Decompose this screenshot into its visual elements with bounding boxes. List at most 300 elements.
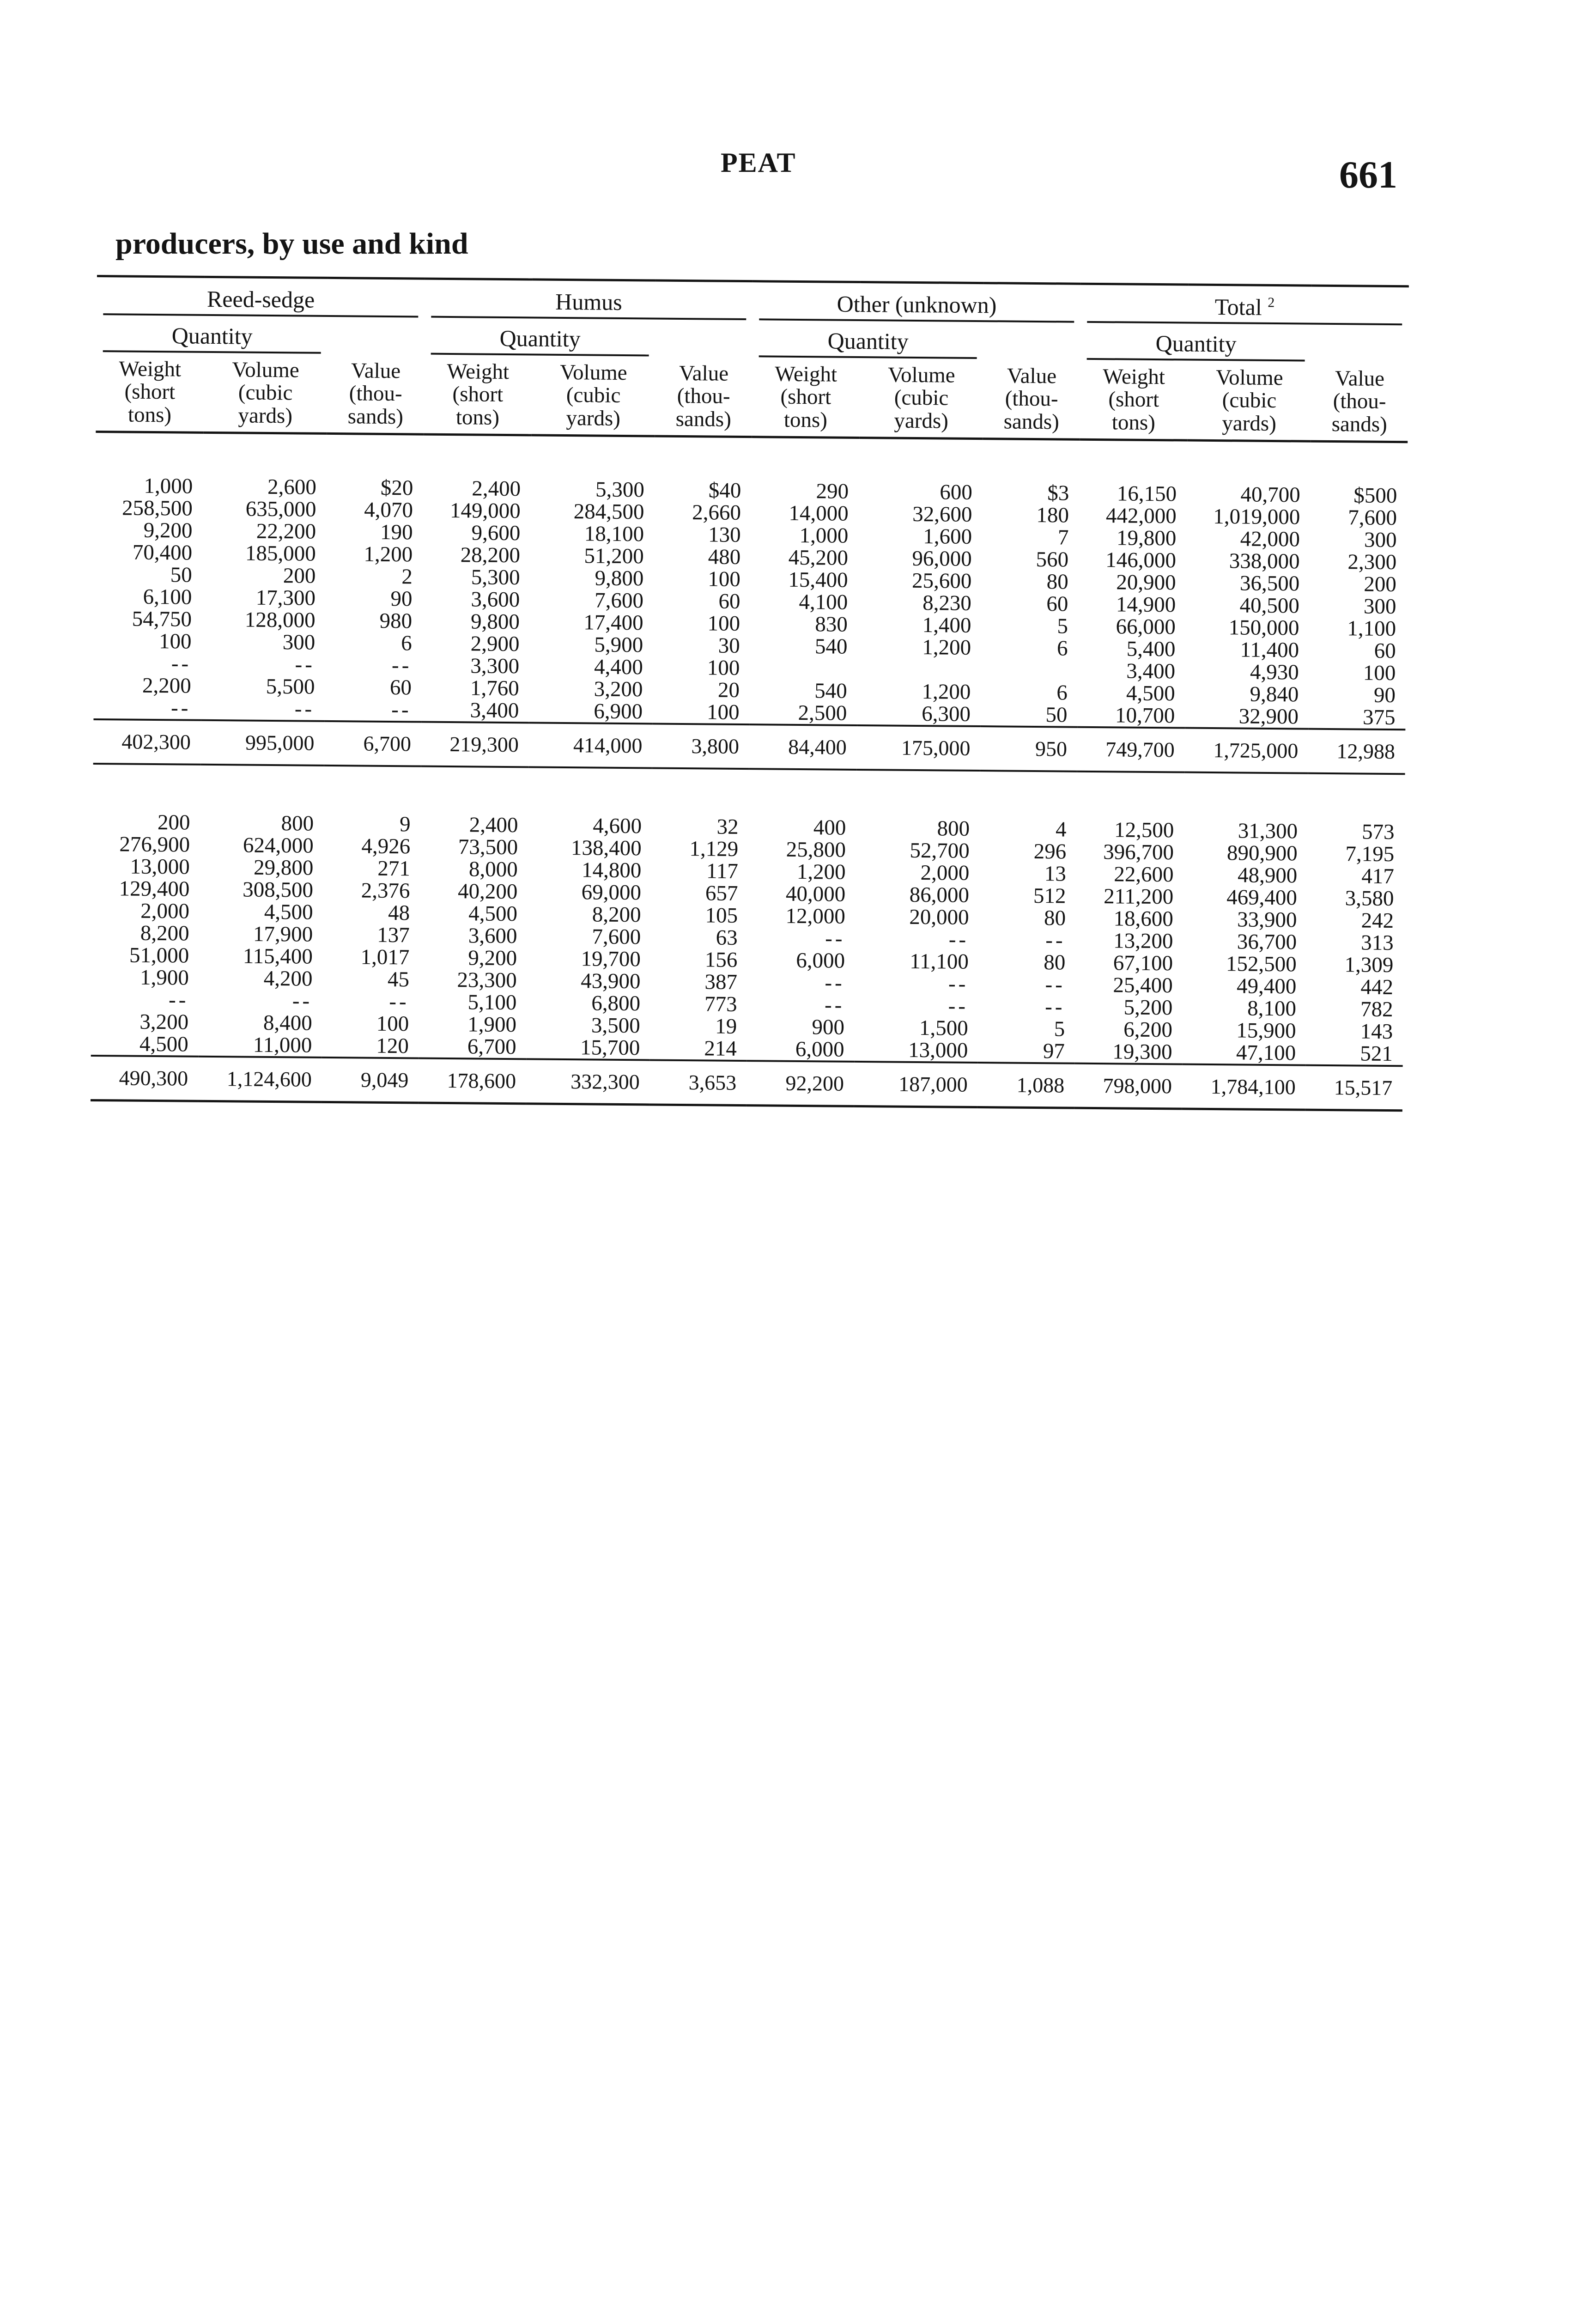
total-cell: 402,300 bbox=[93, 719, 201, 765]
table-cell: 15,700 bbox=[580, 1035, 640, 1060]
table-cell: 143 bbox=[1360, 1019, 1393, 1044]
table-cell: 19,800 bbox=[1116, 525, 1177, 550]
table-cell: 137 bbox=[377, 923, 410, 947]
table-cell: 100 bbox=[707, 655, 740, 680]
table-cell: 4 bbox=[1055, 817, 1067, 842]
table-cell: 42,000 bbox=[1240, 526, 1300, 551]
quantity-label: Quantity bbox=[425, 322, 656, 362]
table-cell: 214 bbox=[704, 1036, 737, 1061]
table-cell: 296 bbox=[1033, 839, 1067, 864]
table-cell: 1,017 bbox=[360, 945, 410, 969]
total-cell: 175,000 bbox=[856, 725, 980, 771]
total-cell: 490,300 bbox=[91, 1056, 199, 1101]
column-header-row bbox=[96, 358, 1408, 442]
table-cell: 2,900 bbox=[470, 631, 520, 656]
table-cell: 29,800 bbox=[253, 855, 314, 880]
table-cell: 560 bbox=[1036, 547, 1069, 572]
table-cell: 2,300 bbox=[1347, 549, 1397, 574]
table-cell: 800 bbox=[937, 816, 970, 841]
table-cell: 12,000 bbox=[785, 904, 846, 929]
table-cell bbox=[750, 657, 857, 680]
table-cell: 146,000 bbox=[1105, 547, 1177, 572]
table-cell: 100 bbox=[706, 699, 740, 724]
table-cell: 1,200 bbox=[922, 635, 971, 660]
table-cell: 2,600 bbox=[267, 474, 317, 499]
table-cell: 40,000 bbox=[785, 881, 846, 906]
table-cell: 284,500 bbox=[573, 499, 644, 524]
table-cell: 3,500 bbox=[591, 1013, 640, 1038]
table-cell: -- bbox=[168, 987, 189, 1012]
table-cell: 40,500 bbox=[1239, 593, 1300, 618]
table-cell: 521 bbox=[1360, 1041, 1393, 1066]
table-cell: -- bbox=[825, 970, 845, 995]
table-cell: 31,300 bbox=[1238, 818, 1298, 843]
table-cell: 100 bbox=[707, 611, 740, 636]
table-cell: 18,100 bbox=[584, 521, 644, 546]
total-cell: 3,653 bbox=[649, 1060, 746, 1105]
table-cell: 96,000 bbox=[912, 546, 972, 571]
table-cell: 387 bbox=[704, 969, 738, 994]
table-cell: 105 bbox=[705, 903, 738, 928]
table-cell: 573 bbox=[1361, 820, 1395, 844]
table-cell: 15,400 bbox=[788, 567, 848, 592]
table-cell: 22,600 bbox=[1114, 862, 1174, 887]
table-cell: -- bbox=[824, 992, 845, 1017]
table-cell: 5,900 bbox=[594, 632, 643, 657]
table-cell: 271 bbox=[377, 856, 411, 881]
table-cell: 80 bbox=[1046, 569, 1069, 594]
table-cell: 11,000 bbox=[253, 1033, 312, 1058]
table-cell: 63 bbox=[716, 925, 738, 950]
total-cell: 1,088 bbox=[977, 1063, 1074, 1108]
group-other-unknown: Other (unknown) bbox=[752, 289, 1081, 328]
table-cell: 66,000 bbox=[1116, 614, 1176, 639]
table-cell: 100 bbox=[376, 1011, 409, 1036]
table-cell: 5 bbox=[1054, 1016, 1065, 1041]
col-volume: Volume (cubic yards) bbox=[1187, 366, 1311, 442]
total-cell: 178,600 bbox=[419, 1058, 527, 1104]
table-cell: -- bbox=[1045, 972, 1066, 997]
table-cell: 60 bbox=[718, 589, 740, 614]
table-cell: 86,000 bbox=[909, 882, 970, 907]
table-cell: 3,600 bbox=[471, 587, 520, 612]
table-cell: 512 bbox=[1033, 883, 1066, 908]
table-cell: 308,500 bbox=[243, 877, 314, 902]
table-cell: 782 bbox=[1360, 997, 1393, 1021]
table-cell: 8,230 bbox=[922, 590, 972, 615]
table-cell: 5,400 bbox=[1126, 637, 1176, 661]
table-cell: 1,600 bbox=[923, 524, 972, 549]
table-cell: 100 bbox=[1363, 661, 1396, 685]
table-cell: 90 bbox=[1373, 683, 1396, 707]
table-cell: 773 bbox=[704, 991, 737, 1016]
table-cell: 28,200 bbox=[460, 542, 521, 567]
table-cell: 90 bbox=[390, 586, 413, 611]
table-cell: 3,200 bbox=[594, 677, 643, 701]
table-cell: 6 bbox=[1056, 680, 1068, 705]
table-cell: 149,000 bbox=[449, 498, 521, 523]
table-cell: -- bbox=[389, 989, 409, 1014]
table-cell: 45,200 bbox=[788, 545, 849, 570]
table-cell: 1,200 bbox=[922, 679, 971, 704]
table-cell: 50 bbox=[1045, 702, 1068, 727]
table-cell: 200 bbox=[1364, 572, 1397, 596]
total-cell: 798,000 bbox=[1074, 1064, 1183, 1109]
table-cell: 480 bbox=[708, 544, 741, 569]
table-cell: 25,800 bbox=[786, 837, 846, 862]
table-cell: 9,800 bbox=[595, 566, 644, 590]
table-cell: 4,500 bbox=[264, 900, 313, 924]
table-cell: 1,400 bbox=[922, 613, 971, 638]
table-cell bbox=[857, 658, 981, 681]
table-cell: -- bbox=[294, 696, 315, 721]
table-cell: 6 bbox=[401, 631, 412, 655]
table-cell: 4,600 bbox=[593, 813, 642, 838]
table-cell: 51,200 bbox=[584, 543, 644, 568]
table-cell: 14,900 bbox=[1116, 592, 1176, 617]
table-cell: -- bbox=[171, 651, 192, 676]
table-cell: 6,300 bbox=[922, 701, 971, 726]
table-cell: 33,900 bbox=[1237, 907, 1297, 932]
table-cell: 70,400 bbox=[132, 540, 193, 565]
col-value: Value (thou- sands) bbox=[327, 359, 425, 434]
table-cell: 6,200 bbox=[1123, 1017, 1173, 1042]
total-cell: 187,000 bbox=[854, 1062, 978, 1107]
table-cell: 12,500 bbox=[1114, 817, 1174, 842]
table-cell: 300 bbox=[1364, 528, 1397, 552]
table-cell: 980 bbox=[379, 608, 413, 633]
table-cell: -- bbox=[170, 695, 191, 720]
section-1-body bbox=[93, 432, 1408, 780]
table-cell: 4,070 bbox=[364, 498, 413, 522]
table-cell: 20,000 bbox=[909, 905, 969, 930]
table-cell: 14,800 bbox=[581, 857, 642, 882]
peat-producers-table bbox=[91, 275, 1409, 1112]
table-cell: 6,700 bbox=[467, 1034, 516, 1059]
table-cell: 180 bbox=[1036, 503, 1069, 528]
table-cell: 1,019,000 bbox=[1213, 504, 1300, 529]
table-cell: 2,000 bbox=[920, 860, 970, 885]
table-cell: 8,100 bbox=[1247, 996, 1297, 1021]
table-cell: 200 bbox=[283, 563, 316, 588]
table-cell: 7 bbox=[1057, 525, 1069, 550]
table-cell: 624,000 bbox=[243, 833, 314, 858]
table-cell: 5,300 bbox=[471, 565, 520, 590]
total-cell: 3,800 bbox=[652, 724, 749, 769]
table-cell: 8,200 bbox=[140, 921, 189, 946]
table-cell: 290 bbox=[816, 479, 849, 504]
group-humus: Humus bbox=[425, 286, 753, 325]
table-cell: 45 bbox=[387, 967, 410, 991]
table-cell: 1,500 bbox=[919, 1015, 968, 1040]
table-cell: 13,200 bbox=[1113, 928, 1173, 953]
table-cell: 100 bbox=[158, 629, 192, 654]
table-cell: 300 bbox=[282, 630, 316, 655]
total-cell: 219,300 bbox=[421, 722, 529, 767]
table-cell: $40 bbox=[708, 478, 741, 503]
table-cell: 40,200 bbox=[457, 879, 518, 904]
table-cell: 11,400 bbox=[1240, 637, 1299, 662]
table-cell: 469,400 bbox=[1226, 885, 1298, 910]
table-cell: 1,100 bbox=[1347, 616, 1396, 641]
table-cell: 7,195 bbox=[1345, 841, 1395, 866]
total-cell: 749,700 bbox=[1077, 727, 1185, 772]
table-cell: 36,700 bbox=[1237, 929, 1297, 954]
table-cell: 1,000 bbox=[799, 523, 849, 548]
table-cell: 540 bbox=[814, 634, 848, 659]
table-cell: 7,600 bbox=[592, 924, 641, 949]
table-cell: 442,000 bbox=[1105, 503, 1177, 528]
table-cell: 60 bbox=[1046, 591, 1068, 616]
table-cell: 2,000 bbox=[140, 899, 190, 924]
table-cell: 600 bbox=[940, 480, 973, 505]
table-cell: -- bbox=[1045, 994, 1065, 1019]
table-cell bbox=[981, 659, 1078, 682]
table-cell: 5 bbox=[1057, 614, 1068, 638]
table-cell: 18,600 bbox=[1113, 906, 1174, 931]
table-cell: 442 bbox=[1360, 975, 1394, 999]
table-cell: 150,000 bbox=[1228, 615, 1299, 640]
table-cell: 3,580 bbox=[1345, 886, 1394, 911]
total-cell: 12,988 bbox=[1308, 729, 1405, 774]
table-cell: 13,000 bbox=[908, 1038, 968, 1063]
table-cell: 19,700 bbox=[581, 946, 641, 971]
table-cell: 9 bbox=[399, 812, 411, 836]
table-cell: 1,200 bbox=[796, 859, 846, 884]
table-cell: 20,900 bbox=[1116, 570, 1176, 595]
quantity-label: Quantity bbox=[1080, 328, 1311, 367]
total-cell: 1,784,100 bbox=[1182, 1064, 1306, 1110]
total-cell: 332,300 bbox=[526, 1059, 650, 1105]
table-cell: 80 bbox=[1044, 950, 1066, 975]
table-cell: 3,400 bbox=[470, 698, 519, 723]
table-cell: 115,400 bbox=[243, 944, 313, 969]
table-cell: -- bbox=[295, 652, 316, 677]
table-cell: 4,500 bbox=[1126, 681, 1175, 705]
table-cell: 17,900 bbox=[253, 922, 313, 947]
table-cell: 13,000 bbox=[130, 854, 190, 879]
table-cell: 19 bbox=[715, 1014, 737, 1039]
total-cell: 995,000 bbox=[200, 720, 324, 766]
table-cell: 258,500 bbox=[121, 495, 193, 521]
col-value: Value (thou- sands) bbox=[983, 365, 1080, 439]
table-cell: 6,800 bbox=[591, 991, 641, 1015]
table-cell: -- bbox=[948, 994, 969, 1018]
table-cell: -- bbox=[292, 988, 313, 1013]
table-cell: 156 bbox=[704, 947, 738, 972]
total-cell: 6,700 bbox=[324, 721, 421, 766]
table-cell: 900 bbox=[812, 1015, 845, 1040]
table-cell: -- bbox=[948, 972, 969, 996]
table-cell: 25,600 bbox=[911, 568, 972, 593]
table-cell: 32 bbox=[716, 815, 739, 839]
total-cell: 9,049 bbox=[322, 1058, 419, 1103]
table-cell: 8,000 bbox=[468, 857, 518, 881]
table-cell: 400 bbox=[813, 815, 846, 840]
table-cell: 800 bbox=[281, 811, 314, 836]
table-cell: 4,930 bbox=[1250, 660, 1299, 684]
col-weight: Weight (short tons) bbox=[424, 360, 532, 435]
table-cell: 52,700 bbox=[910, 838, 970, 863]
table-cell: 152,500 bbox=[1226, 951, 1297, 976]
table-cell: 211,200 bbox=[1104, 884, 1174, 909]
table-cell: 9,800 bbox=[470, 609, 520, 634]
table-cell: 2,400 bbox=[472, 476, 521, 501]
table-cell: 7,600 bbox=[595, 588, 644, 613]
table-cell: 1,309 bbox=[1344, 952, 1394, 977]
table-cell: -- bbox=[948, 927, 969, 952]
table-cell: 3,300 bbox=[470, 653, 520, 678]
group-reed-sedge: Reed-sedge bbox=[97, 284, 425, 322]
table-cell: 375 bbox=[1362, 705, 1396, 729]
table-cell: 6,000 bbox=[795, 1037, 844, 1062]
footnote-marker: 2 bbox=[1268, 295, 1275, 310]
table-cell: -- bbox=[391, 697, 412, 722]
group-total: Total $^2$ bbox=[1080, 292, 1409, 330]
running-header: PEAT bbox=[721, 147, 796, 178]
col-weight: Weight (short tons) bbox=[1080, 365, 1188, 440]
table-cell: 242 bbox=[1361, 908, 1394, 933]
table-cell: 6,000 bbox=[796, 948, 845, 973]
table-cell: 417 bbox=[1361, 864, 1395, 888]
table-cell: $3 bbox=[1047, 480, 1069, 505]
table-cell: 60 bbox=[389, 675, 412, 699]
table-cell: 2,200 bbox=[142, 673, 192, 698]
table-cell: 14,000 bbox=[789, 501, 849, 526]
table-title: producers, by use and kind bbox=[115, 227, 468, 261]
table-cell: 657 bbox=[705, 881, 738, 906]
table-cell: 129,400 bbox=[119, 876, 190, 901]
table-cell: 15,900 bbox=[1236, 1018, 1296, 1043]
table-cell: 338,000 bbox=[1229, 548, 1300, 573]
table-cell: 5,300 bbox=[595, 477, 645, 502]
table-cell: 1,900 bbox=[140, 965, 189, 990]
table-cell: 6,900 bbox=[594, 699, 643, 723]
table-cell: 8,400 bbox=[263, 1010, 312, 1035]
total-cell: 92,200 bbox=[746, 1061, 855, 1106]
total-cell: 15,517 bbox=[1305, 1065, 1402, 1111]
table-cell: 5,200 bbox=[1123, 995, 1173, 1020]
col-value: Value (thou- sands) bbox=[1311, 367, 1408, 442]
col-value: Value (thou- sands) bbox=[655, 362, 752, 437]
table-cell: 5,500 bbox=[266, 674, 315, 699]
total-cell: 1,124,600 bbox=[198, 1057, 322, 1102]
table-cell: 830 bbox=[815, 612, 848, 637]
table-cell: 4,500 bbox=[468, 901, 518, 926]
table-cell: 6 bbox=[1056, 636, 1068, 661]
table-cell: 60 bbox=[1374, 638, 1396, 663]
table-cell: 7,600 bbox=[1348, 505, 1397, 530]
table-cell: 1,000 bbox=[144, 474, 193, 498]
table-cell: 13 bbox=[1044, 861, 1067, 886]
table-cell: 17,400 bbox=[583, 610, 643, 635]
total-cell: 950 bbox=[980, 726, 1077, 772]
table-cell: 396,700 bbox=[1103, 839, 1174, 864]
table-cell: 300 bbox=[1363, 594, 1396, 619]
col-volume: Volume (cubic yards) bbox=[531, 361, 655, 436]
col-volume: Volume (cubic yards) bbox=[203, 359, 328, 434]
table-cell: 2 bbox=[401, 564, 413, 589]
quantity-label: Quantity bbox=[97, 320, 328, 359]
table-cell: 185,000 bbox=[245, 541, 316, 566]
col-volume: Volume (cubic yards) bbox=[859, 364, 983, 439]
table-cell: 200 bbox=[157, 810, 190, 835]
table-cell: 47,100 bbox=[1236, 1040, 1296, 1065]
table-cell: 97 bbox=[1043, 1039, 1065, 1064]
table-cell: 2,376 bbox=[361, 878, 410, 903]
total-cell: 414,000 bbox=[528, 723, 652, 768]
table-cell: 890,900 bbox=[1226, 840, 1298, 865]
table-cell: 48,900 bbox=[1237, 863, 1298, 888]
table-cell: 117 bbox=[706, 858, 739, 883]
col-weight: Weight (short tons) bbox=[752, 363, 860, 438]
total-cell: 84,400 bbox=[749, 724, 857, 770]
table-cell: 2,500 bbox=[798, 700, 847, 725]
table-cell: 51,000 bbox=[129, 943, 189, 968]
table-cell: 50 bbox=[170, 562, 192, 587]
table-cell: 1,900 bbox=[467, 1012, 517, 1037]
table-cell: 9,200 bbox=[468, 945, 517, 970]
table-cell: 3,600 bbox=[468, 923, 517, 948]
table-cell: 32,900 bbox=[1238, 704, 1299, 729]
table-cell: 1,760 bbox=[470, 675, 519, 700]
table-cell: 128,000 bbox=[244, 608, 316, 632]
table-cell: 4,100 bbox=[799, 590, 848, 614]
table-cell: 9,600 bbox=[471, 520, 521, 545]
table-cell: 73,500 bbox=[458, 834, 518, 859]
table-cell: 40,700 bbox=[1240, 482, 1300, 507]
table-cell: -- bbox=[391, 653, 412, 677]
table-cell: 36,500 bbox=[1239, 571, 1300, 596]
table-cell: 4,200 bbox=[263, 966, 313, 991]
table-cell: 4,926 bbox=[361, 834, 411, 858]
table-cell: 4,500 bbox=[139, 1032, 188, 1057]
table-cell: 49,400 bbox=[1236, 973, 1297, 998]
table-cell: 20 bbox=[717, 678, 740, 702]
page-number: 661 bbox=[1339, 153, 1397, 196]
data-table-container bbox=[91, 275, 1409, 1112]
table-cell: 100 bbox=[708, 566, 741, 591]
table-cell: $500 bbox=[1353, 483, 1397, 508]
table-cell: 540 bbox=[814, 678, 847, 703]
table-cell: 120 bbox=[376, 1033, 409, 1058]
table-cell: 4,400 bbox=[594, 655, 643, 679]
quantity-label: Quantity bbox=[752, 325, 984, 365]
table-cell: 6,100 bbox=[143, 584, 192, 609]
table-cell: 1,129 bbox=[689, 836, 739, 861]
table-cell: 22,200 bbox=[256, 519, 316, 544]
table-cell: 30 bbox=[718, 633, 740, 658]
table-cell: 54,750 bbox=[132, 607, 192, 632]
table-cell: 25,400 bbox=[1113, 973, 1173, 997]
table-cell: 8,200 bbox=[592, 902, 641, 927]
table-cell: 43,900 bbox=[581, 968, 641, 993]
table-cell: 23,300 bbox=[457, 967, 517, 992]
table-cell: 9,840 bbox=[1250, 682, 1299, 706]
table-cell: 3,400 bbox=[1126, 659, 1176, 683]
table-cell: 16,150 bbox=[1117, 481, 1177, 506]
table-cell: 635,000 bbox=[245, 497, 316, 522]
table-cell: 2,400 bbox=[469, 812, 518, 837]
table-cell: 190 bbox=[380, 520, 413, 544]
table-cell: 32,600 bbox=[912, 502, 972, 527]
table-cell: 138,400 bbox=[570, 835, 642, 860]
table-cell: -- bbox=[825, 926, 845, 951]
table-cell: $20 bbox=[380, 475, 413, 500]
table-cell: 130 bbox=[708, 522, 741, 547]
table-cell: 19,300 bbox=[1112, 1039, 1172, 1064]
total-cell: 1,725,000 bbox=[1184, 728, 1308, 773]
